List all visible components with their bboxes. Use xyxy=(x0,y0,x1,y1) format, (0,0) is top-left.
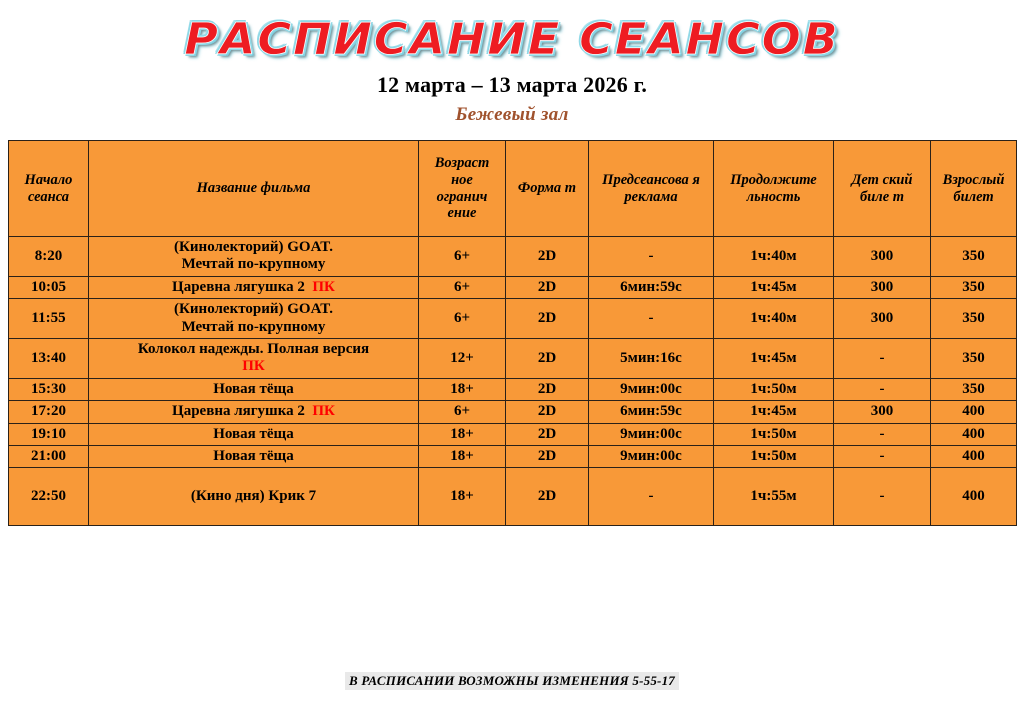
film-title-line-1: Новая тёща xyxy=(213,447,294,464)
cell-dur: 1ч:40м xyxy=(714,237,834,277)
cell-dur: 1ч:50м xyxy=(714,378,834,400)
cell-format: 2D xyxy=(506,468,589,526)
column-header-adult-ticket: Взрослый билет xyxy=(931,141,1017,237)
table-row xyxy=(9,468,1017,526)
cell-adult: 350 xyxy=(931,378,1017,400)
film-title-line-2: Мечтай по-крупному xyxy=(181,256,326,273)
cell-format: 2D xyxy=(506,445,589,467)
table-row xyxy=(9,299,1017,339)
cell-format: 2D xyxy=(506,276,589,298)
table-row xyxy=(9,237,1017,277)
table-row xyxy=(9,276,1017,298)
cell-format: 2D xyxy=(506,299,589,339)
cell-ad: 6мин:59с xyxy=(589,401,714,423)
pk-badge: ПК xyxy=(312,403,335,420)
cell-film-title xyxy=(89,445,419,467)
cell-adult: 400 xyxy=(931,401,1017,423)
film-title-line-1: Новая тёща xyxy=(213,380,294,397)
film-title-line-1: (Кинолекторий) GOAT. xyxy=(174,239,333,255)
cell-age: 18+ xyxy=(419,378,506,400)
cell-ad: 6мин:59с xyxy=(589,276,714,298)
cell-start: 21:00 xyxy=(9,445,89,467)
cell-dur: 1ч:50м xyxy=(714,445,834,467)
hall-name: Бежевый зал xyxy=(455,104,569,125)
cell-ad: - xyxy=(589,237,714,277)
cell-ad: 5мин:16с xyxy=(589,338,714,378)
column-header-age: Возраст ное огранич ение xyxy=(419,141,506,237)
cell-age: 18+ xyxy=(419,423,506,445)
cell-adult: 400 xyxy=(931,445,1017,467)
cell-age: 6+ xyxy=(419,299,506,339)
film-title-line-1: Царевна лягушка 2 xyxy=(172,278,305,295)
cell-age: 18+ xyxy=(419,445,506,467)
cell-start: 17:20 xyxy=(9,401,89,423)
page-title: РАСПИСАНИЕ СЕАНСОВ xyxy=(184,14,840,65)
cell-film-title xyxy=(89,237,419,277)
cell-format: 2D xyxy=(506,237,589,277)
cell-child: - xyxy=(834,338,931,378)
cell-ad: 9мин:00с xyxy=(589,423,714,445)
cell-format: 2D xyxy=(506,401,589,423)
cell-child: 300 xyxy=(834,276,931,298)
cell-film-title xyxy=(89,401,419,423)
cell-child: - xyxy=(834,445,931,467)
column-header-start: Начало сеанса xyxy=(9,141,89,237)
cell-ad: - xyxy=(589,468,714,526)
cell-child: 300 xyxy=(834,401,931,423)
film-title-line-1: Колокол надежды. Полная версия xyxy=(137,340,370,357)
table-row xyxy=(9,423,1017,445)
pk-badge: ПК xyxy=(312,278,335,295)
column-header-duration: Продолжите льность xyxy=(714,141,834,237)
cell-start: 15:30 xyxy=(9,378,89,400)
table-row xyxy=(9,401,1017,423)
cell-child: 300 xyxy=(834,299,931,339)
film-title-line-1: (Кинолекторий) GOAT. xyxy=(174,301,333,318)
film-title-line-1: (Кино дня) Крик 7 xyxy=(190,488,317,505)
cell-film-title xyxy=(89,276,419,298)
cell-start: 19:10 xyxy=(9,423,89,445)
cell-dur: 1ч:55м xyxy=(714,468,834,526)
cell-dur: 1ч:45м xyxy=(714,338,834,378)
schedule-table-container xyxy=(8,140,1016,526)
film-title-line-1: Новая тёща xyxy=(213,425,294,442)
cell-child: 300 xyxy=(834,237,931,277)
cell-dur: 1ч:50м xyxy=(714,423,834,445)
cell-film-title xyxy=(89,468,419,526)
column-header-ad: Предсеансова я реклама xyxy=(589,141,714,237)
cell-adult: 400 xyxy=(931,468,1017,526)
cell-format: 2D xyxy=(506,423,589,445)
cell-adult: 350 xyxy=(931,237,1017,277)
cell-age: 12+ xyxy=(419,338,506,378)
cell-film-title xyxy=(89,423,419,445)
schedule-change-note: В РАСПИСАНИИ ВОЗМОЖНЫ ИЗМЕНЕНИЯ 5-55-17 xyxy=(345,672,679,690)
poster-header xyxy=(0,0,1024,65)
table-row xyxy=(9,445,1017,467)
cell-adult: 350 xyxy=(931,276,1017,298)
cell-age: 6+ xyxy=(419,276,506,298)
cell-adult: 400 xyxy=(931,423,1017,445)
cell-start: 10:05 xyxy=(9,276,89,298)
cell-start: 8:20 xyxy=(9,237,89,277)
cell-film-title xyxy=(89,338,419,378)
cell-dur: 1ч:45м xyxy=(714,401,834,423)
cell-adult: 350 xyxy=(931,299,1017,339)
date-range: 12 марта – 13 марта 2026 г. xyxy=(376,72,648,97)
column-header-title: Название фильма xyxy=(89,141,419,237)
column-header-child-ticket: Дет ский биле т xyxy=(834,141,931,237)
cell-child: - xyxy=(834,378,931,400)
cell-film-title xyxy=(89,299,419,339)
column-header-format: Форма т xyxy=(506,141,589,237)
table-row xyxy=(9,378,1017,400)
film-title-line-1: Царевна лягушка 2 xyxy=(172,403,305,420)
cell-age: 18+ xyxy=(419,468,506,526)
schedule-table xyxy=(8,140,1017,526)
pk-badge: ПК xyxy=(242,358,265,375)
cell-ad: 9мин:00с xyxy=(589,445,714,467)
cell-child: - xyxy=(834,468,931,526)
film-title-line-2: Мечтай по-крупному xyxy=(181,318,326,335)
table-header-row xyxy=(9,141,1017,237)
cell-child: - xyxy=(834,423,931,445)
cell-format: 2D xyxy=(506,378,589,400)
cell-start: 13:40 xyxy=(9,338,89,378)
cell-adult: 350 xyxy=(931,338,1017,378)
cell-dur: 1ч:45м xyxy=(714,276,834,298)
footer xyxy=(0,672,1024,690)
cell-start: 11:55 xyxy=(9,299,89,339)
cell-ad: 9мин:00с xyxy=(589,378,714,400)
schedule-body xyxy=(9,237,1017,526)
cell-film-title xyxy=(89,378,419,400)
cell-format: 2D xyxy=(506,338,589,378)
cell-dur: 1ч:40м xyxy=(714,299,834,339)
table-row xyxy=(9,338,1017,378)
cell-start: 22:50 xyxy=(9,468,89,526)
cell-age: 6+ xyxy=(419,237,506,277)
cell-ad: - xyxy=(589,299,714,339)
cell-age: 6+ xyxy=(419,401,506,423)
